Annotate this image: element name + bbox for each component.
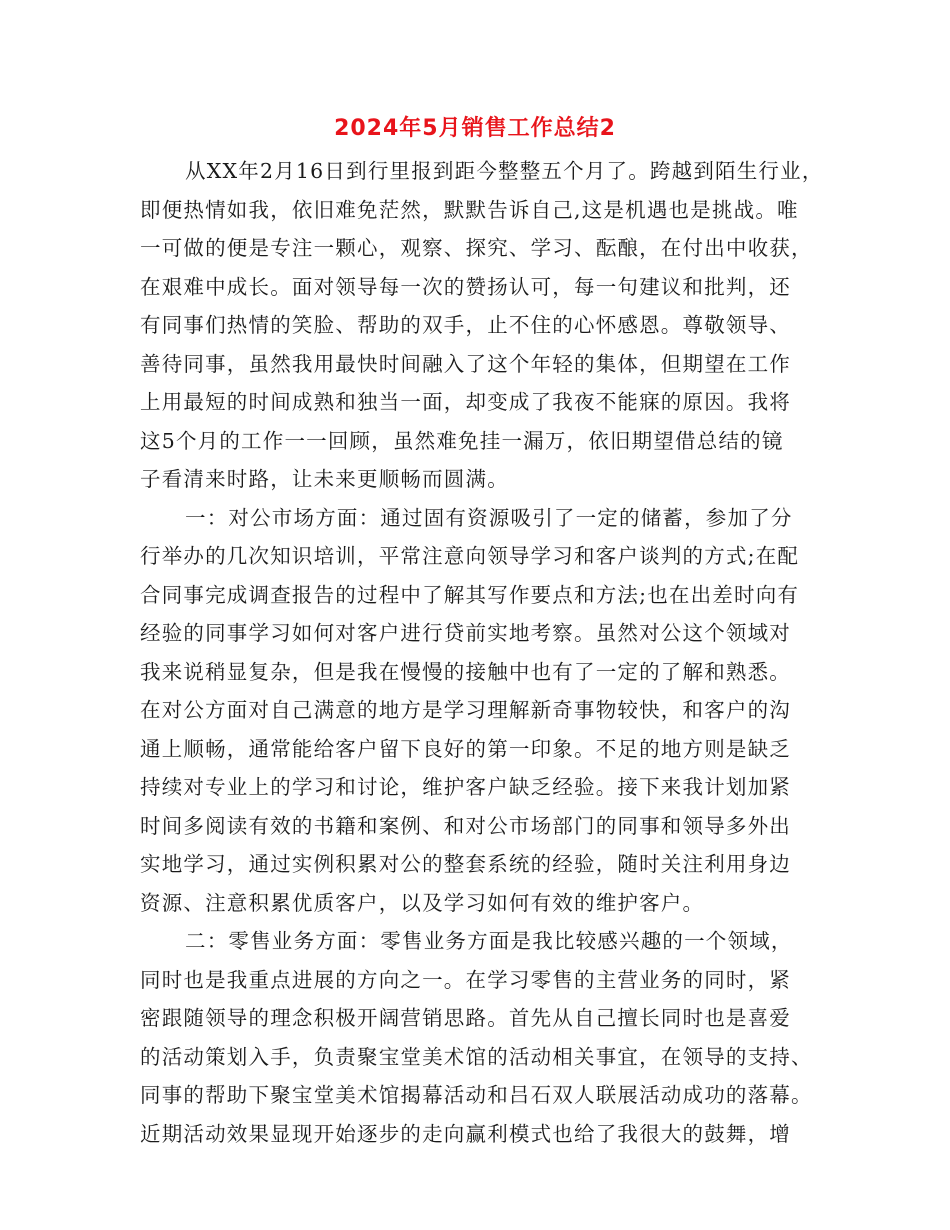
paragraph-line: 通上顺畅，通常能给客户留下良好的第一印象。不足的地方则是缺乏 [140, 736, 791, 761]
paragraph-line: 行举办的几次知识培训，平常注意向领导学习和客户谈判的方式;在配 [140, 544, 800, 568]
paragraph-line: 善待同事，虽然我用最快时间融入了这个年轻的集体，但期望在工作 [140, 351, 791, 376]
paragraph-line: 我来说稍显复杂，但是我在慢慢的接触中也有了一定的了解和熟悉。 [140, 659, 791, 684]
paragraph-line: 密跟随领导的理念积极开阔营销思路。首先从自己擅长同时也是喜爱 [140, 1006, 791, 1030]
paragraph-line: 经验的同事学习如何对客户进行贷前实地考察。虽然对公这个领域对 [140, 621, 791, 645]
paragraph-line: 在艰难中成长。面对领导每一次的赞扬认可，每一句建议和批判，还 [140, 274, 791, 299]
paragraph-line: 时间多阅读有效的书籍和案例、和对公市场部门的同事和领导多外出 [140, 813, 791, 838]
document-title: 2024年5月销售工作总结2 [334, 116, 616, 141]
paragraph-line: 二：零售业务方面：零售业务方面是我比较感兴趣的一个领域， [185, 929, 793, 953]
paragraph-line: 合同事完成调查报告的过程中了解其写作要点和方法;也在出差时向有 [140, 582, 800, 607]
paragraph-line: 实地学习，通过实例积累对公的整套系统的经验，随时关注利用身边 [140, 852, 791, 876]
paragraph-line: 持续对专业上的学习和讨论，维护客户缺乏经验。接下来我计划加紧 [140, 775, 791, 799]
paragraph-line: 上用最短的时间成熟和独当一面，却变成了我夜不能寐的原因。我将 [140, 390, 791, 414]
paragraph-line: 这5个月的工作一一回顾，虽然难免挂一漏万，依旧期望借总结的镜 [140, 428, 784, 453]
paragraph-line: 的活动策划入手，负责聚宝堂美术馆的活动相关事宜，在领导的支持、 [140, 1044, 813, 1069]
paragraph-line: 即便热情如我，依旧难免茫然，默默告诉自己,这是机遇也是挑战。唯 [140, 197, 799, 222]
paragraph-line: 一可做的便是专注一颗心，观察、探究、学习、酝酿，在付出中收获， [140, 236, 813, 260]
document-body [140, 152, 824, 1153]
paragraph-line: 有同事们热情的笑脸、帮助的双手，止不住的心怀感恩。尊敬领导、 [140, 313, 791, 337]
paragraph-line: 从XX年2月16日到行里报到距今整整五个月了。跨越到陌生行业， [185, 159, 824, 183]
paragraph-line: 一：对公市场方面：通过固有资源吸引了一定的储蓄，参加了分 [185, 505, 793, 530]
paragraph-line: 在对公方面对自己满意的地方是学习理解新奇事物较快，和客户的沟 [140, 698, 791, 722]
paragraph-line: 同事的帮助下聚宝堂美术馆揭幕活动和吕石双人联展活动成功的落幕。 [140, 1083, 813, 1107]
paragraph-line: 同时也是我重点进展的方向之一。在学习零售的主营业务的同时，紧 [140, 967, 791, 992]
paragraph-line: 近期活动效果显现开始逐步的走向赢利模式也给了我很大的鼓舞，增 [140, 1121, 791, 1146]
paragraph-line: 子看清来时路，让未来更顺畅而圆满。 [140, 467, 509, 491]
paragraph-line: 资源、注意积累优质客户，以及学习如何有效的维护客户。 [140, 890, 705, 915]
